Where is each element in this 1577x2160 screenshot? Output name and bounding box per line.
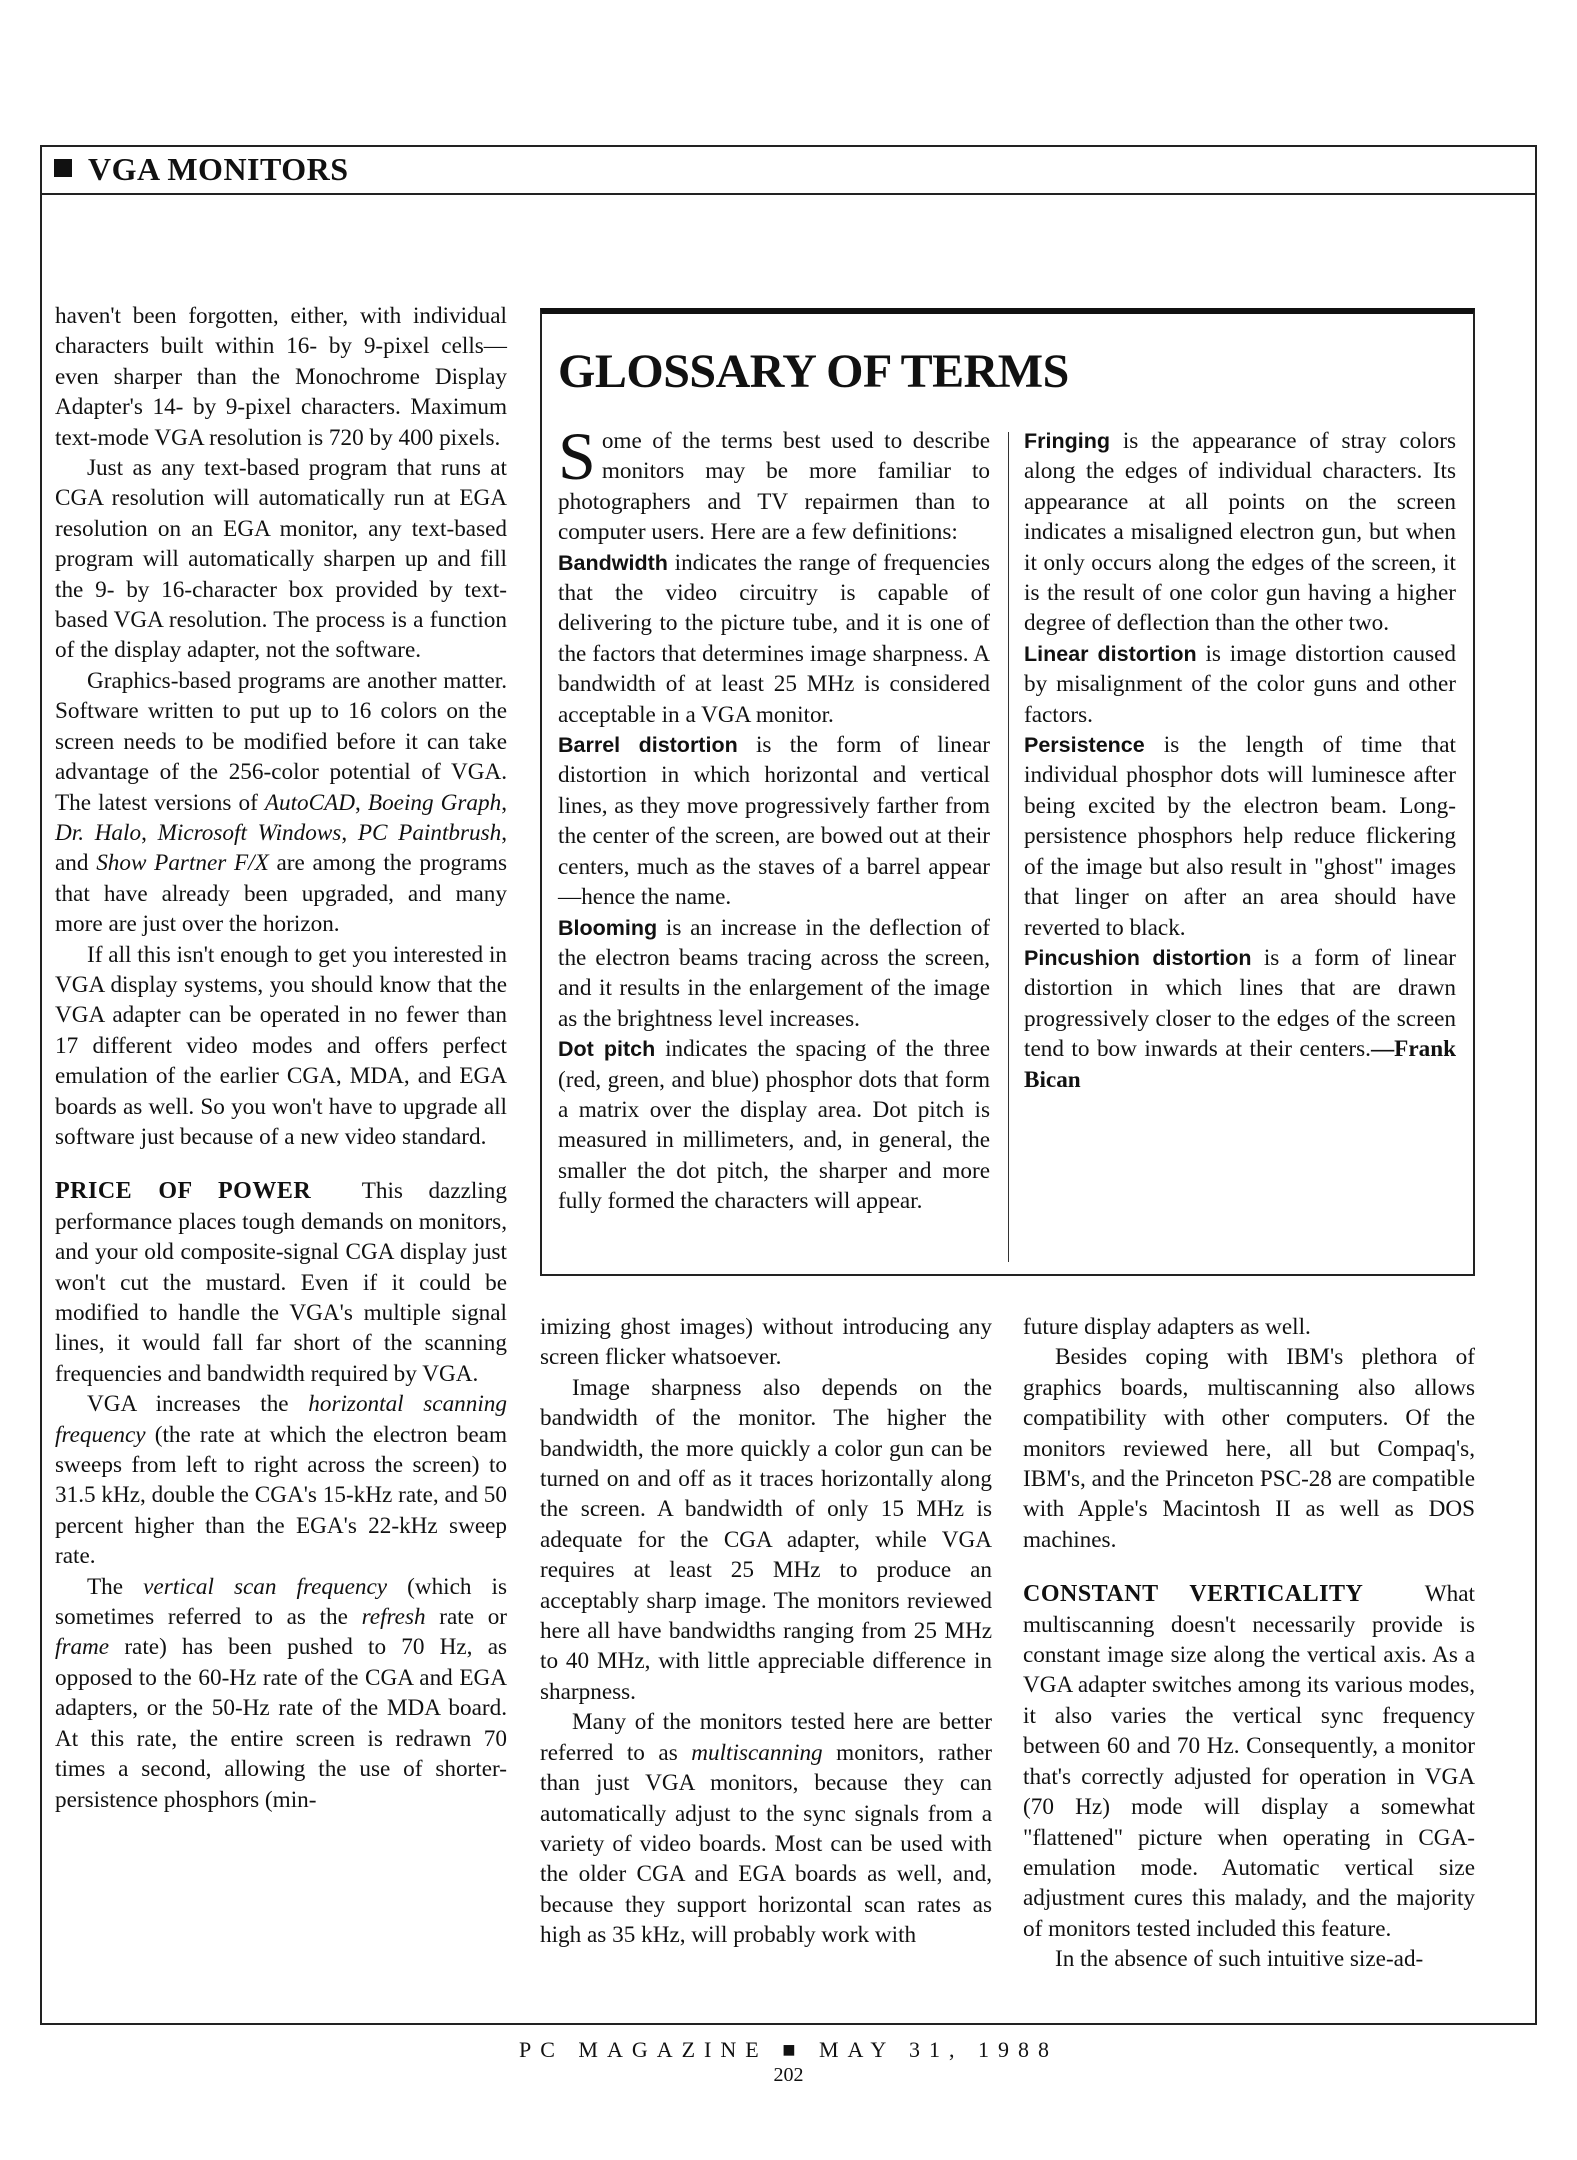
paragraph: Besides coping with IBM's plethora of graphics boards, multiscanning also allows compatibility with other computers. Of the monitors reviewed here, all but Compaq's, IBM's, and the Princeton PSC-28 are compatible with Apple's Macintosh II as well as DOS machines. xyxy=(1023,1344,1475,1553)
glossary-definition: is image distortion caused by misalignment of the color guns and other factors. xyxy=(1024,640,1456,728)
paragraph xyxy=(55,1572,507,1815)
square-separator-icon: ■ xyxy=(782,2037,805,2062)
glossary-entry xyxy=(558,913,990,1035)
italic-term: horizontal scanning frequency xyxy=(55,1391,507,1448)
paragraph: Graphics-based programs are another matter. Software written to put up to 16 colors on the screen needs to be modified before it can take advantage of the 256-color potential of VGA. The latest versions of AutoCAD, Boeing Graph, Dr. Halo, Microsoft Windows, PC Paintbrush, and Show Partner F/X are among the programs that have already been upgraded, and many more are just over the horizon. xyxy=(55,667,508,938)
glossary-term: Pincushion distortion xyxy=(1024,945,1252,970)
article-column-1 xyxy=(55,301,507,1815)
drop-cap: S xyxy=(558,418,596,494)
subheading-constant-verticality: CONSTANT VERTICALITY xyxy=(1023,1581,1364,1608)
paragraph xyxy=(55,1389,507,1571)
paragraph xyxy=(1023,1579,1475,1944)
glossary-definition: is the length of time that individual phosphor dots will luminesce after being excited by the electron beam. Long-persistence phosphors help reduce flickering of the image but also result in "ghost" images that linger on after an area should have reverted to black. xyxy=(1024,732,1456,941)
program-name: Dr. Halo xyxy=(55,819,142,846)
glossary-term: Bandwidth xyxy=(558,550,668,575)
text: The xyxy=(87,1573,124,1600)
column-divider xyxy=(1008,432,1009,1262)
glossary-column-left xyxy=(558,418,991,1217)
footer-line xyxy=(0,2037,1577,2063)
glossary-definition: is the form of linear distortion in which horizontal and vertical lines, as they move progressively farther from the center of the screen, are bowed out at their centers, much as the staves of a barrel appear—hence the name. xyxy=(558,732,991,911)
text: rate) has been pushed to 70 Hz, as opposed to the 60-Hz rate of the CGA and EGA adapters, or the 50-Hz rate of the MDA board. At this rate, the entire screen is redrawn 70 times a second, allowing the use of shorter-persistence phosphors (min- xyxy=(55,1634,508,1813)
paragraph: Image sharpness also depends on the bandwidth of the monitor. The higher the bandwidth, the more quickly a color gun can be turned on and off as it traces horizontally along the screen. A bandwidth of only 15 MHz is adequate for the CGA adapter, while VGA requires at least 25 MHz to produce an acceptably sharp image. The monitors reviewed here all have bandwidths ranging from 25 MHz to 40 MHz, with little appreciable difference in sharpness. xyxy=(540,1374,992,1705)
text: monitors, rather than just VGA monitors, because they can automatically adjust to the sync signals from a variety of video boards. Most can be used with the older CGA and EGA boards as well, and, because they support horizontal scan rates as high as 35 kHz, will probably work with xyxy=(540,1739,992,1949)
author-signature: —Frank Bican xyxy=(1024,1036,1456,1093)
text: rate or xyxy=(439,1604,508,1631)
glossary-entry xyxy=(1024,639,1456,730)
glossary-box xyxy=(540,308,1475,1276)
paragraph xyxy=(55,1176,507,1389)
italic-term: frame xyxy=(55,1634,110,1661)
magazine-name: PC MAGAZINE xyxy=(518,2037,768,2062)
glossary-definition: indicates the spacing of the three (red, green, and blue) phosphor dots that form a matrix over the display area. Dot pitch is measured in millimeters, and, in general, the smaller the dot pitch, the sharper and more fully formed the characters will appear. xyxy=(558,1036,991,1215)
glossary-term: Fringing xyxy=(1024,429,1110,453)
text: Many of the monitors tested here are better referred to as xyxy=(540,1709,992,1766)
text: VGA increases the xyxy=(87,1391,289,1418)
program-name: Show Partner F/X xyxy=(96,850,269,877)
article-column-2 xyxy=(540,1312,992,1951)
text: ome of the terms best used to describe monitors may be more familiar to photographers and TV repairmen than to computer users. Here are a few definitions: xyxy=(558,428,990,546)
glossary-term: Dot pitch xyxy=(558,1037,656,1062)
glossary-entry xyxy=(558,548,990,730)
paragraph: In the absence of such intuitive size-ad- xyxy=(1055,1946,1424,1973)
program-name: Microsoft Windows xyxy=(157,819,342,846)
text: (which is sometimes referred to as the xyxy=(55,1573,508,1631)
glossary-definition: is a form of linear distortion in which lines that are drawn progressively closer to the edges of the screen tend to bow inwards at their centers. xyxy=(1024,944,1457,1063)
glossary-column-right xyxy=(1024,426,1456,1095)
paragraph: Just as any text-based program that runs at CGA resolution will automatically run at EGA resolution on an EGA monitor, any text-based program will automatically sharpen up and fill the 9- by 16-character box provided by text-based VGA resolution. The process is a function of the display adapter, not the software. xyxy=(55,455,507,664)
glossary-title: GLOSSARY OF TERMS xyxy=(558,345,1069,398)
paragraph: haven't been forgotten, either, with individual characters built within 16- by 9-pixel cells—even sharper than the Monochrome Display Adapter's 14- by 9-pixel characters. Maximum text-mode VGA resolution is 720 by 400 pixels. xyxy=(55,303,507,451)
paragraph: future display adapters as well. xyxy=(1023,1314,1311,1340)
glossary-entry xyxy=(558,1034,990,1216)
glossary-definition: is the appearance of stray colors along the edges of individual characters. Its appearance at all points on the screen indicates a misaligned electron gun, but when it only occurs along the edges of the screen, it is the result of one color gun having a higher degree of deflection than the other two. xyxy=(1024,428,1457,637)
issue-date: MAY 31, 1988 xyxy=(819,2037,1059,2062)
glossary-entry xyxy=(1024,730,1456,943)
square-bullet-icon xyxy=(54,159,72,177)
glossary-entry xyxy=(1024,426,1456,639)
glossary-term: Linear distortion xyxy=(1024,641,1197,666)
glossary-entry xyxy=(1024,943,1456,1095)
page-number: 202 xyxy=(773,2064,804,2086)
glossary-term: Barrel distortion xyxy=(558,733,738,758)
glossary-definition: is an increase in the deflection of the electron beams tracing across the screen, and it results in the enlargement of the image as the brightness level increases. xyxy=(558,914,991,1032)
paragraph-text: This dazzling performance places tough demands on monitors, and your old composite-signal CGA display just won't cut the mustard. Even if it could be modified to handle the VGA's multiple signal lines, it would fall far short of the scanning frequencies and bandwidth required by VGA. xyxy=(55,1178,507,1387)
program-name: Boeing Graph xyxy=(367,789,502,816)
section-header xyxy=(40,145,1537,195)
subheading-price-of-power: PRICE OF POWER xyxy=(55,1178,312,1205)
program-name: PC Paintbrush xyxy=(357,819,502,846)
italic-term: vertical scan frequency xyxy=(143,1573,388,1600)
paragraph xyxy=(540,1707,992,1950)
glossary-entry xyxy=(558,730,990,912)
paragraph-text: What multiscanning doesn't necessarily provide is constant image size along the vertical axis. As a VGA adapter switches among its various modes, it also varies the vertical sync frequency between 60 and 70 Hz. Consequently, a monitor that's correctly adjusted for operation in VGA (70 Hz) mode will display a somewhat "flattened" picture when operating in CGA-emulation mode. Automatic vertical size adjustment cures this malady, and the majority of monitors tested included this feature. xyxy=(1023,1581,1475,1942)
article-column-3 xyxy=(1023,1312,1475,1975)
italic-term: multiscanning xyxy=(691,1739,823,1766)
glossary-intro xyxy=(558,418,990,548)
text: (the rate at which the electron beam sweeps from left to right across the screen) to 31.5 kHz, double the CGA's 15-kHz rate, and 50 percent higher than the EGA's 22-kHz sweep rate. xyxy=(55,1421,507,1570)
glossary-definition: indicates the range of frequencies that the video circuitry is capable of delivering to the picture tube, and it is one of the factors that determines image sharpness. A bandwidth of at least 25 MHz is considered acceptable in a VGA monitor. xyxy=(558,549,991,728)
paragraph: imizing ghost images) without introducing any screen flicker whatsoever. xyxy=(540,1314,992,1371)
glossary-term: Blooming xyxy=(558,915,658,940)
glossary-term: Persistence xyxy=(1024,733,1145,758)
paragraph: If all this isn't enough to get you interested in VGA display systems, you should know that the VGA adapter can be operated in no fewer than 17 different video modes and offers perfect emulation of the earlier CGA, MDA, and EGA boards as well. So you won't have to upgrade all software just because of a new video standard. xyxy=(55,941,507,1150)
section-title: VGA MONITORS xyxy=(88,151,349,187)
italic-term: refresh xyxy=(361,1604,426,1631)
program-name: AutoCAD xyxy=(264,789,356,816)
